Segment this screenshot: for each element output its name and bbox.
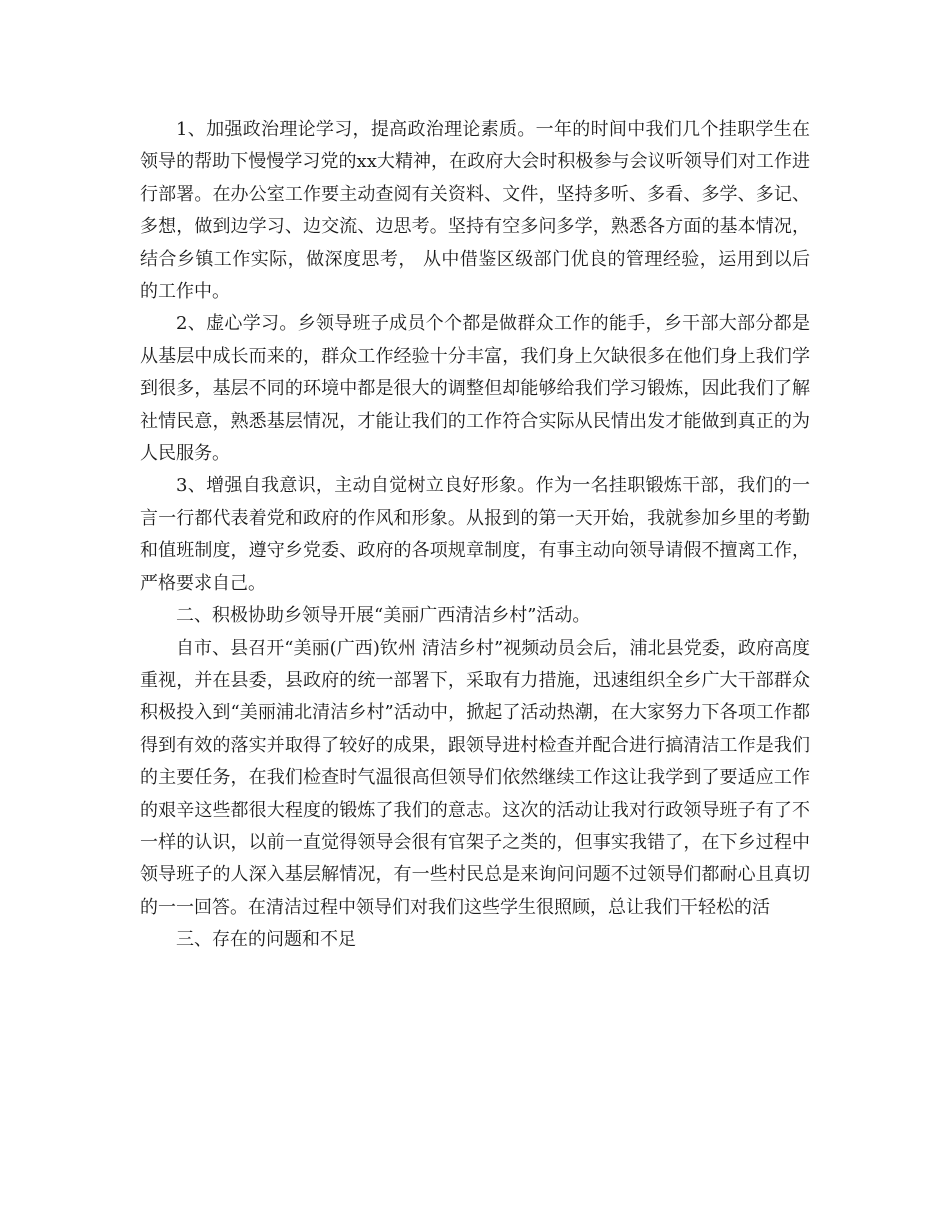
paragraph-self-awareness: 3、增强自我意识，主动自觉树立良好形象。作为一名挂职锻炼干部，我们的一言一行都代表着党和政府的作风和形象。从报到的第一天开始，我就参加乡里的考勤和值班制度，遵守乡党委、政府的各项规章制度，有事主动向领导请假不擅离工作，严格要求自己。 (140, 475, 810, 594)
paragraph-clean-village-activity: 自市、县召开“美丽(广西)钦州 清洁乡村”视频动员会后，浦北县党委，政府高度重视，并在县委，县政府的统一部署下，采取有力措施，迅速组织全乡广大干部群众积极投入到“美丽浦北清洁乡村”活动中，掀起了活动热潮，在大家努力下各项工作都得到有效的落实并取得了较好的成果，跟领导进村检查并配合进行搞清洁工作是我们的主要任务，在我们检查时气温很高但领导们依然继续工作这让我学到了要适应工作的艰辛这些都很大程度的锻炼了我们的意志。这次的活动让我对行政领导班子有了不一样的认识，以前一直觉得领导会很有官架子之类的，但事实我错了，在下乡过程中领导班子的人深入基层解情况，有一些村民总是来询问问题不过领导们都耐心且真切的一一回答。在清洁过程中领导们对我们这些学生很照顾，总让我们干轻松的活 (140, 637, 810, 918)
section-heading-clean-village: 二、积极协助乡领导开展“美丽广西清洁乡村”活动。 (176, 605, 591, 627)
paragraph-study-theory: 1、加强政治理论学习，提高政治理论素质。一年的时间中我们几个挂职学生在领导的帮助下慢慢学习党的xx大精神，在政府大会时积极参与会议听领导们对工作进行部署。在办公室工作要主动查阅有关资料、文件，坚持多听、多看、多学、多记、多想，做到边学习、边交流、边思考。坚持有空多问多学，熟悉各方面的基本情况，结合乡镇工作实际，做深度思考， 从中借鉴区级部门优良的管理经验，运用到以后的工作中。 (140, 119, 810, 303)
paragraph-humble-learning: 2、虚心学习。乡领导班子成员个个都是做群众工作的能手，乡干部大部分都是从基层中成长而来的，群众工作经验十分丰富，我们身上欠缺很多在他们身上我们学到很多，基层不同的环境中都是很大的调整但却能够给我们学习锻炼，因此我们了解社情民意，熟悉基层情况，才能让我们的工作符合实际从民情出发才能做到真正的为人民服务。 (140, 313, 810, 465)
document-body (140, 114, 810, 957)
section-heading-problems: 三、存在的问题和不足 (176, 929, 356, 951)
